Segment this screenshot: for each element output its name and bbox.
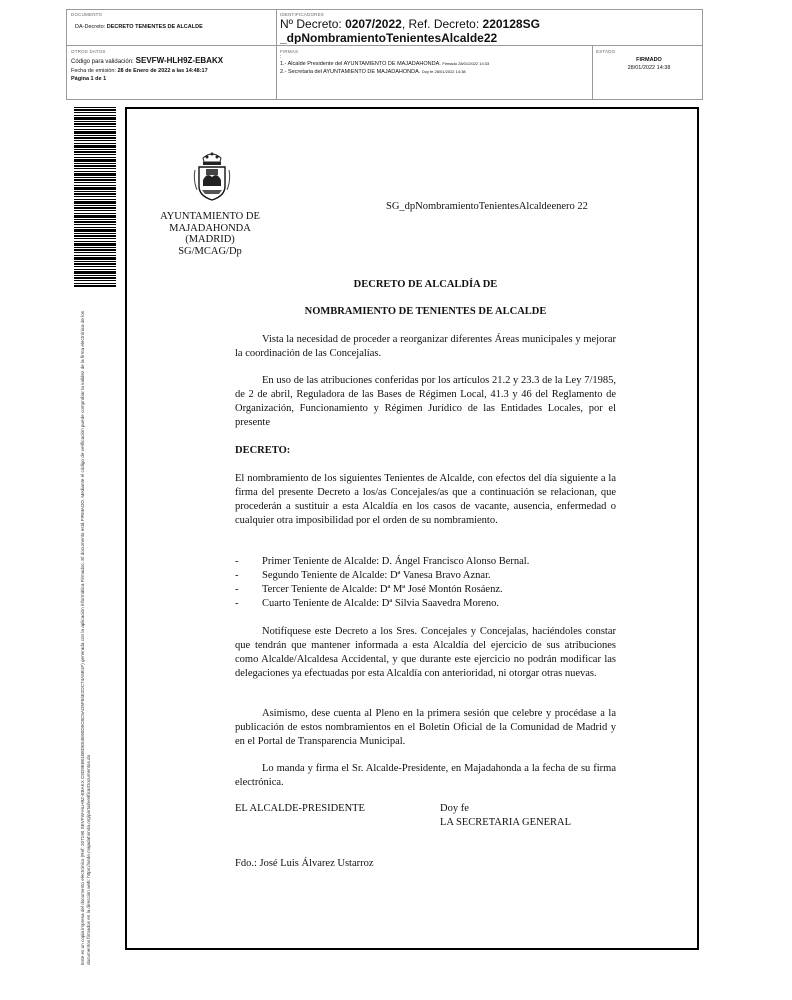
decreto-ref-line: _dpNombramientoTenientesAlcalde22 bbox=[280, 31, 498, 44]
estado-cell bbox=[596, 49, 702, 99]
decreto-heading: DECRETO: bbox=[235, 445, 291, 456]
documento-cell bbox=[71, 12, 271, 44]
list-item: - Cuarto Teniente de Alcalde: Dª Silvia Saavedra Moreno. bbox=[235, 598, 499, 609]
estado-label: ESTADO bbox=[596, 49, 616, 54]
otros-datos-label: OTROS DATOS bbox=[71, 49, 106, 54]
otros-datos-cell bbox=[71, 49, 275, 99]
letterhead-line: MAJADAHONDA bbox=[169, 222, 251, 234]
paragraph-attributions: En uso de las atribuciones conferidas por los artículos 21.2 y 23.3 de la Ley 7/1985, de 2 de abril, Reguladora de las Bases de Régimen Local, 41.3 y 46 del Reglamento de Organización, Funcionamiento y Régimen Jurídico de las Entidades Locales, por el presente bbox=[235, 375, 616, 428]
list-item: - Segundo Teniente de Alcalde: Dª Vanesa Bravo Aznar. bbox=[235, 570, 491, 581]
identificadores-label: IDENTIFICADORES bbox=[280, 12, 325, 17]
coat-of-arms-icon bbox=[193, 150, 231, 202]
document-header-table bbox=[66, 9, 703, 100]
letterhead-line: AYUNTAMIENTO DE bbox=[160, 211, 260, 222]
page-count: Página 1 de 1 bbox=[71, 76, 107, 82]
paragraph-nomination: El nombramiento de los siguientes Tenientes de Alcalde, con efectos del día siguiente a la firma del presente Decreto a los/as Concejales/as que a continuación se relacionan, que procederán a sustituir a esta Alcaldía en los casos de vacante, ausencia, enfermedad o cualquier otra imposibilidad por el orden de su nombramiento. bbox=[235, 473, 616, 526]
paragraph-intro: Vista la necesidad de proceder a reorganizar diferentes Áreas municipales y mejorar la coordinación de las Concejalías. bbox=[235, 334, 616, 359]
list-item: - Primer Teniente de Alcalde: D. Ángel Francisco Alonso Bernal. bbox=[235, 556, 530, 567]
signature-2: 2.- Secretaria del AYUNTAMIENTO DE MAJADAHONDA. Doy fe 28/01/2022 14:38 bbox=[280, 69, 466, 75]
paragraph-publication: Asimismo, dese cuenta al Pleno en la primera sesión que celebre y procédase a la publicación de estos nombramientos en el Boletín Oficial de la Comunidad de Madrid y en el Portal de Transparencia Municipal. bbox=[235, 708, 616, 747]
signatory-mayor: EL ALCALDE-PRESIDENTE bbox=[235, 803, 365, 814]
status-date: 28/01/2022 14:38 bbox=[627, 65, 671, 71]
letterhead-line: SG/MCAG/Dp bbox=[178, 245, 242, 257]
signature-1: 1.- Alcalde Presidente del AYUNTAMIENTO DE MAJADAHONDA. Firmado 28/01/2022 14:33 bbox=[280, 61, 490, 67]
firmas-colon: : bbox=[280, 54, 282, 60]
letterhead bbox=[150, 211, 270, 257]
document-reference: SG_dpNombramientoTenientesAlcaldeenero 22 bbox=[386, 201, 588, 212]
firmas-label: FIRMAS bbox=[280, 49, 299, 54]
documento-value: DA-Decreto: DECRETO TENIENTES DE ALCALDE bbox=[75, 24, 203, 30]
letterhead-line: (MADRID) bbox=[185, 234, 235, 245]
document-title: DECRETO DE ALCALDÍA DE bbox=[353, 279, 498, 290]
verification-side-text: Este es un copia impresa del documento electrónico (Ref: 207190 SEVFW-HLH9Z-EBAKX C5D9EB01B8DE54E60D5C8C5AD5F84E2DC74A5B1F) generada con la aplicación informática Firmadoc. El documento está FIRMADO. Mediante el código de verificación puede comprobar la validez de la firma electrónica de los documentos firmados en la dirección web: https://sede.majadahonda.org/portal/verificarDocumentos.do bbox=[80, 310, 91, 965]
firmas-cell bbox=[280, 49, 590, 99]
header-divider bbox=[67, 45, 702, 46]
signatory-secretary: LA SECRETARIA GENERAL bbox=[440, 817, 571, 828]
signed-by: Fdo.: José Luis Álvarez Ustarroz bbox=[235, 858, 374, 869]
status-badge: FIRMADO bbox=[636, 57, 662, 63]
header-divider bbox=[276, 10, 277, 99]
emission-date-line: Fecha de emisión: 28 de Enero de 2022 a las 14:48:17 bbox=[71, 68, 208, 74]
identificadores-cell bbox=[280, 12, 700, 44]
header-divider bbox=[592, 45, 593, 99]
barcode bbox=[74, 107, 116, 287]
document-subtitle: NOMBRAMIENTO DE TENIENTES DE ALCALDE bbox=[304, 306, 547, 317]
list-item: - Tercer Teniente de Alcalde: Dª Mª José Montón Rosáenz. bbox=[235, 584, 503, 595]
validation-code-line: Código para validación: SEVFW-HLH9Z-EBAKX bbox=[71, 56, 224, 65]
decreto-number-line: Nº Decreto: 0207/2022, Ref. Decreto: 220128SG bbox=[280, 17, 540, 31]
documento-label: DOCUMENTO bbox=[71, 12, 103, 17]
doy-fe: Doy fe bbox=[440, 803, 469, 814]
paragraph-closing: Lo manda y firma el Sr. Alcalde-Presidente, en Majadahonda a la fecha de su firma electrónica. bbox=[235, 763, 616, 788]
paragraph-notification: Notifíquese este Decreto a los Sres. Concejales y Concejalas, haciéndoles constar que tendrán que mantener informada a esta Alcaldía del ejercicio de sus atribuciones como Alcalde/Alcaldesa Accidental, y que durante este ejercicio no podrán modificar las delegaciones ya efectuadas por esta Alcaldía con anterioridad, ni otorgar otras nuevas. bbox=[235, 626, 616, 679]
